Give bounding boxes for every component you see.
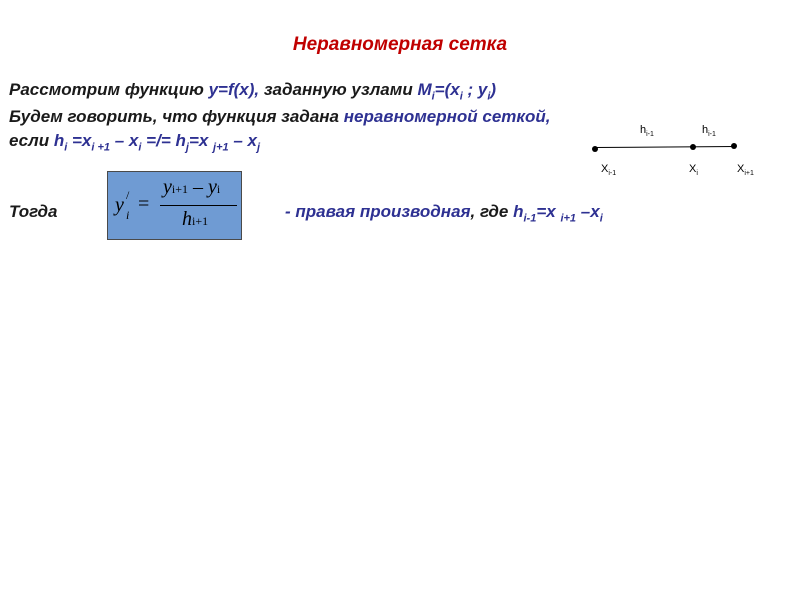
page-title: Неравномерная сетка xyxy=(292,34,508,55)
num-y: y xyxy=(208,176,217,198)
expr-subscript: j+1 xyxy=(213,141,229,154)
expr-subscript: i xyxy=(599,212,603,225)
text-segment: , где xyxy=(470,202,514,221)
node-y: ; y xyxy=(462,80,488,99)
step-label-right xyxy=(702,124,716,138)
node-label-middle xyxy=(689,163,698,177)
expr: =x xyxy=(188,131,214,150)
text-segment: Будем говорить, что функция задана xyxy=(9,107,344,126)
node-x: X xyxy=(601,163,609,175)
num-subscript: i xyxy=(216,182,221,196)
text-segment: заданную узлами xyxy=(263,80,418,99)
text-line-function xyxy=(9,80,496,102)
expr-subscript: i xyxy=(138,141,142,154)
num-minus: – xyxy=(188,176,208,198)
expr: =x xyxy=(67,131,92,150)
step-symbol: h xyxy=(513,202,524,221)
expr: =x xyxy=(536,202,561,221)
text-line-condition xyxy=(9,131,260,153)
expr: –x xyxy=(576,202,600,221)
text-then: Тогда xyxy=(9,202,58,221)
derivative-formula xyxy=(107,171,242,240)
grid-segment-line xyxy=(594,146,736,148)
step-subscript: i-1 xyxy=(523,212,537,225)
node-symbol: M xyxy=(417,80,432,99)
step-label-left xyxy=(640,124,654,138)
step-symbol: h xyxy=(53,131,65,150)
step-subscript: j xyxy=(185,141,189,154)
node-x-subscript: i xyxy=(459,90,463,103)
expr-subscript: i +1 xyxy=(91,141,111,154)
formula-lhs xyxy=(115,188,130,222)
formula-numerator xyxy=(163,176,220,199)
expr-subscript: j xyxy=(257,141,261,154)
grid-node-dot xyxy=(690,144,696,150)
grid-node-dot xyxy=(731,143,737,149)
step-h: h xyxy=(640,124,647,136)
node-x-subscript: i xyxy=(696,170,698,177)
expr-subscript: i+1 xyxy=(560,212,577,225)
expr: – x xyxy=(228,131,258,150)
formula-equals: = xyxy=(138,193,150,215)
den-h: h xyxy=(182,208,192,230)
node-x: X xyxy=(737,163,745,175)
function-expression: y=f(x), xyxy=(208,80,264,99)
step-h-subscript: i-1 xyxy=(646,131,654,138)
node-label-left xyxy=(601,163,616,177)
step-symbol: h xyxy=(175,131,186,150)
dash: - xyxy=(285,202,296,221)
node-label-right xyxy=(737,163,754,177)
formula-denominator xyxy=(182,208,208,231)
step-subscript: i xyxy=(64,141,68,154)
not-equal: =/= xyxy=(141,131,176,150)
step-h: h xyxy=(702,124,709,136)
term-right-derivative: правая производная xyxy=(295,202,471,221)
node-x: X xyxy=(689,163,697,175)
node-x-subscript: i+1 xyxy=(744,170,754,177)
lhs-y: y xyxy=(115,194,124,216)
num-subscript: i+1 xyxy=(171,182,188,196)
num-y: y xyxy=(163,176,172,198)
term-nonuniform-grid: неравномерной сеткой, xyxy=(343,107,551,126)
text-segment: Рассмотрим функцию xyxy=(9,80,209,99)
den-subscript: i+1 xyxy=(192,214,209,228)
grid-node-dot xyxy=(592,146,598,152)
lhs-subscript: i xyxy=(126,208,130,222)
node-x: =(x xyxy=(434,80,460,99)
step-h-subscript: i-1 xyxy=(708,131,716,138)
node-x-subscript: i-1 xyxy=(608,170,617,177)
node-subscript: i xyxy=(431,90,435,103)
text-segment: если xyxy=(9,131,54,150)
text-line-right-derivative xyxy=(285,202,603,224)
text-line-definition xyxy=(9,107,551,127)
node-close: ) xyxy=(490,80,497,99)
node-y-subscript: i xyxy=(487,90,491,103)
lhs-prime: / xyxy=(126,188,130,202)
fraction-bar xyxy=(160,205,237,206)
expr: – x xyxy=(110,131,139,150)
